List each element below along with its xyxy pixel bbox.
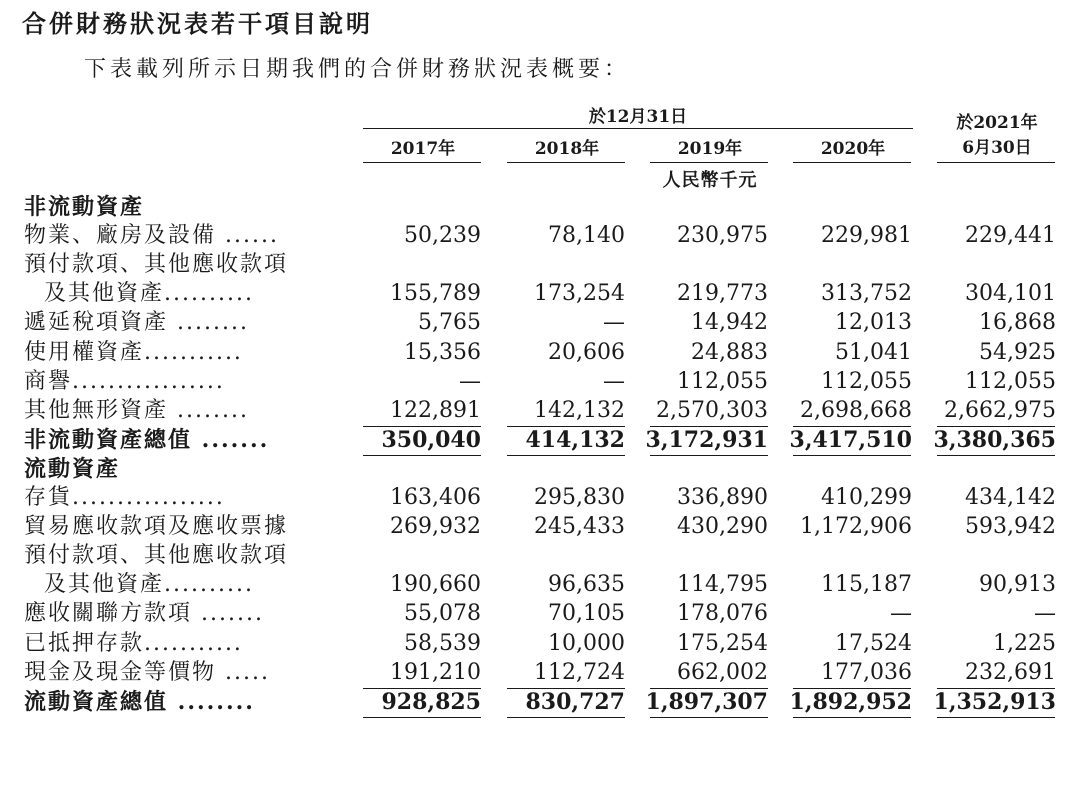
intro-text: 下表載列所示日期我們的合併財務狀況表概要：: [84, 57, 631, 82]
cell-value: 55,078: [404, 601, 481, 627]
cell-value: 175,254: [677, 630, 768, 656]
cell-value: 112,724: [534, 659, 625, 685]
cell-value: 142,132: [534, 397, 625, 423]
table-row: [0, 308, 1080, 338]
cell-value: 178,076: [677, 601, 768, 627]
table-row: [0, 658, 1080, 688]
cell-value: 155,789: [390, 281, 481, 307]
cell-value: 190,660: [390, 572, 481, 598]
cell-value: 3,380,365: [933, 426, 1056, 453]
cell-value: 16,868: [979, 310, 1056, 336]
section-heading: 非流動資產: [24, 194, 145, 220]
cell-value: 114,795: [677, 572, 768, 598]
row-label: 應收關聯方款項 .......: [24, 601, 264, 627]
cell-value: 14,942: [691, 310, 768, 336]
cell-value: 928,825: [381, 688, 481, 715]
row-label: 預付款項、其他應收款項: [24, 252, 289, 278]
total-row: [0, 425, 1080, 455]
cell-value: 232,691: [965, 659, 1056, 685]
cell-value: —: [603, 368, 625, 394]
cell-value: 10,000: [548, 630, 625, 656]
row-label: 貿易應收款項及應收票據: [24, 514, 289, 540]
row-label: 其他無形資產 ........: [24, 397, 249, 423]
cell-value: 295,830: [534, 485, 625, 510]
cell-value: 173,254: [534, 281, 625, 307]
table-row: [0, 396, 1080, 426]
total-rule: [793, 717, 911, 718]
table-row: [0, 338, 1080, 368]
cell-value: 20,606: [548, 339, 625, 365]
column-header-2019: 2019年: [677, 139, 743, 159]
section-heading-row: [0, 454, 1080, 484]
cell-value: 3,172,931: [645, 426, 768, 453]
section-heading-row: [0, 192, 1080, 222]
cell-value: 830,727: [525, 688, 625, 715]
row-label: 使用權資產...........: [24, 339, 243, 365]
cell-value: 593,942: [965, 514, 1056, 540]
cell-value: 2,570,303: [656, 397, 768, 423]
row-label: 流動資產總值 ........: [24, 688, 255, 715]
column-header-rule-2017: [363, 162, 481, 163]
cell-value: 414,132: [525, 426, 625, 453]
cell-value: 58,539: [404, 630, 481, 656]
row-label: 及其他資產..........: [44, 281, 254, 307]
cell-value: —: [603, 310, 625, 336]
cell-value: 115,187: [821, 572, 912, 598]
table-row: [0, 541, 1080, 571]
total-rule: [363, 717, 481, 718]
cell-value: 163,406: [390, 485, 481, 510]
cell-value: 1,172,906: [800, 514, 912, 540]
cell-value: 191,210: [390, 659, 481, 685]
column-header-2021-line1: 於2021年: [956, 113, 1038, 133]
cell-value: 304,101: [965, 281, 1056, 307]
cell-value: 3,417,510: [789, 426, 912, 453]
row-label: 及其他資產..........: [44, 572, 254, 598]
row-label: 預付款項、其他應收款項: [24, 543, 289, 569]
cell-value: 2,698,668: [800, 397, 912, 423]
row-label: 現金及現金等價物 .....: [24, 659, 270, 685]
cell-value: 336,890: [677, 485, 768, 510]
cell-value: —: [890, 601, 912, 627]
cell-value: 229,981: [821, 223, 912, 249]
table-row: [0, 221, 1080, 251]
unit-label: 人民幣千元: [662, 170, 758, 191]
cell-value: 78,140: [548, 223, 625, 249]
cell-value: —: [459, 368, 481, 394]
cell-value: 122,891: [390, 397, 481, 423]
total-rule: [507, 717, 625, 718]
cell-value: 24,883: [691, 339, 768, 365]
cell-value: 112,055: [677, 368, 768, 394]
cell-value: 5,765: [418, 310, 481, 336]
column-header-rule-2020: [793, 162, 911, 163]
cell-value: 17,524: [835, 630, 912, 656]
cell-value: 15,356: [404, 339, 481, 365]
table-row: [0, 250, 1080, 280]
cell-value: 12,013: [835, 310, 912, 336]
cell-value: 1,892,952: [789, 688, 912, 715]
table-row: [0, 483, 1080, 513]
table-row: [0, 367, 1080, 397]
cell-value: 662,002: [677, 659, 768, 685]
column-header-2021-line2: 6月30日: [962, 138, 1032, 158]
cell-value: 112,055: [965, 368, 1056, 394]
table-row: [0, 279, 1080, 309]
cell-value: 430,290: [677, 514, 768, 540]
cell-value: 269,932: [390, 514, 481, 540]
cell-value: 54,925: [979, 339, 1056, 365]
total-rule: [650, 717, 768, 718]
row-label: 遞延稅項資產 ........: [24, 310, 249, 336]
cell-value: —: [1034, 601, 1056, 627]
cell-value: 350,040: [381, 426, 481, 453]
group-header-rule: [363, 128, 913, 129]
cell-value: 2,662,975: [944, 397, 1056, 423]
table-row: [0, 629, 1080, 659]
cell-value: 245,433: [534, 514, 625, 540]
cell-value: 50,239: [404, 223, 481, 249]
column-header-2018: 2018年: [534, 139, 600, 159]
cell-value: 70,105: [548, 601, 625, 627]
page-title: 合併財務狀況表若干項目說明: [22, 9, 373, 38]
column-header-2020: 2020年: [820, 139, 886, 159]
cell-value: 90,913: [979, 572, 1056, 598]
group-header: 於12月31日: [588, 107, 688, 127]
row-label: 商譽.................: [24, 368, 225, 394]
cell-value: 229,441: [965, 223, 1056, 249]
table-row: [0, 570, 1080, 600]
section-heading: 流動資產: [24, 455, 121, 482]
cell-value: 177,036: [821, 659, 912, 685]
column-header-rule-2018: [507, 162, 625, 163]
cell-value: 313,752: [821, 281, 912, 307]
cell-value: 230,975: [677, 223, 768, 249]
column-header-2017: 2017年: [390, 139, 456, 159]
cell-value: 410,299: [821, 485, 912, 510]
cell-value: 1,225: [993, 630, 1056, 656]
total-rule: [937, 717, 1055, 718]
cell-value: 51,041: [835, 339, 912, 365]
cell-value: 112,055: [821, 368, 912, 394]
row-label: 存貨.................: [24, 485, 225, 510]
row-label: 非流動資產總值 .......: [24, 426, 270, 453]
row-label: 物業、廠房及設備 ......: [24, 223, 279, 249]
cell-value: 434,142: [965, 485, 1056, 510]
total-row: [0, 687, 1080, 717]
cell-value: 1,352,913: [933, 688, 1056, 715]
row-label: 已抵押存款...........: [24, 630, 243, 656]
column-header-rule-2021: [937, 162, 1055, 163]
cell-value: 1,897,307: [645, 688, 768, 715]
cell-value: 219,773: [677, 281, 768, 307]
cell-value: 96,635: [548, 572, 625, 598]
table-row: [0, 599, 1080, 629]
table-row: [0, 512, 1080, 542]
column-header-rule-2019: [650, 162, 768, 163]
